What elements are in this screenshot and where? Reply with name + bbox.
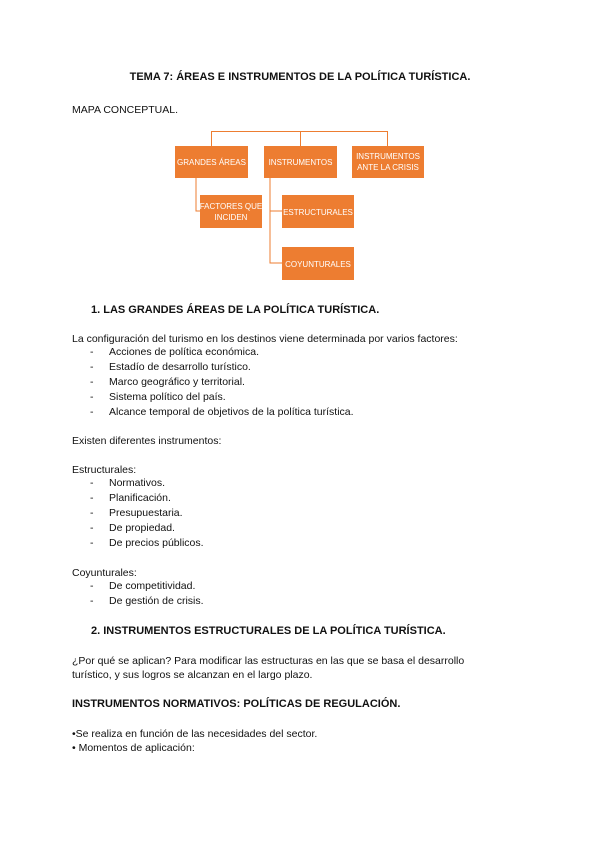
list-item: - Presupuestaria. — [90, 506, 204, 521]
node-instrumentos-crisis — [352, 146, 424, 178]
node-factores-label-2: INCIDEN — [214, 213, 248, 222]
coyunturales-list — [90, 579, 204, 609]
node-instrumentos-crisis-label-1: INSTRUMENTOS — [356, 152, 420, 161]
node-instrumentos — [264, 146, 337, 178]
estructurales-label: Estructurales: — [72, 464, 137, 476]
list-item: - Estadío de desarrollo turístico. — [90, 360, 354, 375]
node-instrumentos-crisis-label-2: ANTE LA CRISIS — [357, 163, 419, 172]
node-grandes-areas-label: GRANDES ÁREAS — [177, 158, 246, 167]
node-coyunturales — [282, 247, 354, 280]
concept-map-diagram — [0, 0, 600, 290]
section-2-paragraph-line-1: ¿Por qué se aplican? Para modificar las estructuras en las que se basa el desarrollo — [72, 655, 465, 667]
section-1-heading: 1. LAS GRANDES ÁREAS DE LA POLÍTICA TURÍSTICA. — [91, 304, 380, 316]
list-item: - Sistema político del país. — [90, 390, 354, 405]
node-factores-label-1: FACTORES QUE — [199, 202, 263, 211]
list-item: - De propiedad. — [90, 521, 204, 536]
section-1-intro: La configuración del turismo en los destinos viene determinada por varios factores: — [72, 333, 458, 345]
section-2-paragraph-line-2: turístico, y sus logros se alcanzan en el largo plazo. — [72, 669, 313, 681]
section-3-bullet-2: • Momentos de aplicación: — [72, 742, 195, 754]
list-item: - De precios públicos. — [90, 536, 204, 551]
list-item: - Acciones de política económica. — [90, 345, 354, 360]
page-title: TEMA 7: ÁREAS E INSTRUMENTOS DE LA POLÍTICA TURÍSTICA. — [129, 71, 471, 83]
connector-estructurales — [270, 178, 282, 211]
factors-list — [90, 345, 354, 420]
list-item: - Planificación. — [90, 491, 204, 506]
node-instrumentos-label: INSTRUMENTOS — [268, 158, 333, 167]
concept-map-label: MAPA CONCEPTUAL. — [72, 104, 178, 116]
list-item: - Marco geográfico y territorial. — [90, 375, 354, 390]
list-item: - De gestión de crisis. — [90, 594, 204, 609]
section-3-heading: INSTRUMENTOS NORMATIVOS: POLÍTICAS DE REGULACIÓN. — [72, 698, 401, 710]
node-coyunturales-label: COYUNTURALES — [285, 260, 351, 269]
coyunturales-label: Coyunturales: — [72, 567, 137, 579]
node-grandes-areas — [175, 146, 248, 178]
node-estructurales-label: ESTRUCTURALES — [283, 208, 353, 217]
list-item: - Normativos. — [90, 476, 204, 491]
section-2-heading: 2. INSTRUMENTOS ESTRUCTURALES DE LA POLÍTICA TURÍSTICA. — [91, 625, 446, 637]
instruments-intro: Existen diferentes instrumentos: — [72, 435, 222, 447]
estructurales-list — [90, 476, 204, 551]
section-3-bullet-1: •Se realiza en función de las necesidades del sector. — [72, 728, 318, 740]
list-item: - Alcance temporal de objetivos de la política turística. — [90, 405, 354, 420]
connector-coyunturales — [270, 211, 282, 263]
node-factores — [200, 195, 263, 228]
list-item: - De competitividad. — [90, 579, 204, 594]
node-estructurales — [282, 195, 354, 228]
